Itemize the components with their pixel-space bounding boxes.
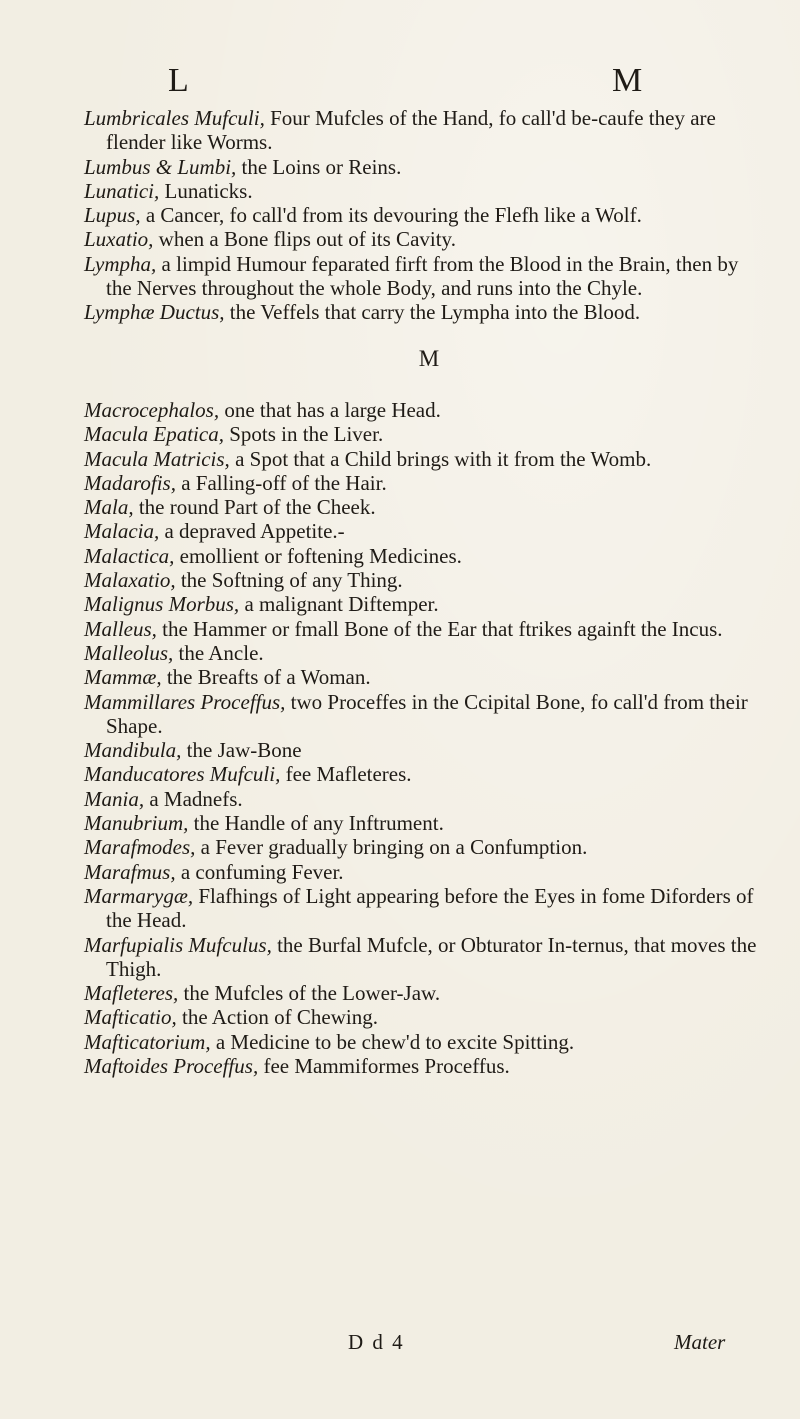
entry-term: Marafmodes, — [84, 835, 196, 860]
entry-definition: the Jaw-Bone — [181, 738, 302, 763]
dictionary-entry — [84, 447, 764, 471]
dictionary-entry — [84, 665, 764, 689]
entry-definition: the Loins or Reins. — [236, 154, 402, 179]
dictionary-entry — [84, 641, 764, 665]
entry-term: Mafleteres, — [84, 981, 179, 1006]
entry-definition: a Spot that a Child brings with it from the Womb. — [229, 446, 652, 471]
dictionary-entry — [84, 227, 764, 251]
running-head-right-letter: M — [612, 62, 644, 99]
entry-term: Malignus Morbus, — [84, 592, 240, 617]
dictionary-entry — [84, 106, 764, 155]
entry-term: Marafmus, — [84, 859, 176, 884]
entry-term: Macula Epatica, — [84, 422, 224, 447]
dictionary-entry — [84, 300, 764, 324]
dictionary-entry — [84, 1054, 764, 1078]
entry-term: Manubrium, — [84, 811, 189, 836]
entry-definition: a malignant Diftemper. — [239, 592, 439, 617]
dictionary-entry — [84, 981, 764, 1005]
entries-section-m — [84, 398, 764, 1078]
dictionary-entry — [84, 398, 764, 422]
entry-term: Lympha, — [84, 251, 157, 276]
entry-definition: the round Part of the Cheek. — [133, 495, 376, 520]
entry-term: Malactica, — [84, 543, 175, 568]
entry-term: Malaxatio, — [84, 568, 176, 593]
entry-definition: two Proceffes in the Ccipital Bone, fo call'd from their Shape. — [106, 689, 748, 738]
dictionary-entry — [84, 568, 764, 592]
entry-definition: a Fever gradually bringing on a Confumption. — [195, 835, 588, 860]
entry-term: Mandibula, — [84, 738, 182, 763]
entry-definition: Four Mufcles of the Hand, fo call'd be-caufe they are flender like Worms. — [106, 106, 716, 155]
dictionary-entry — [84, 203, 764, 227]
entry-definition: Lunaticks. — [159, 178, 253, 203]
entry-definition: when a Bone flips out of its Cavity. — [153, 227, 456, 252]
dictionary-entry — [84, 787, 764, 811]
entry-definition: a limpid Humour feparated firft from the Blood in the Brain, then by the Nerves throughout the whole Body, and runs into the Chyle. — [106, 251, 739, 301]
entry-term: Mafticatorium, — [84, 1029, 211, 1054]
entry-term: Mania, — [84, 786, 145, 811]
dictionary-entry — [84, 1030, 764, 1054]
dictionary-entry — [84, 252, 764, 301]
entry-term: Lumbricales Mufculi, — [84, 106, 265, 130]
dictionary-text — [84, 106, 764, 1078]
entry-term: Mafticatio, — [84, 1005, 177, 1030]
entry-term: Lupus, — [84, 203, 141, 228]
dictionary-entry — [84, 471, 764, 495]
catchword: Mater — [674, 1330, 726, 1354]
entry-definition: the Hammer or fmall Bone of the Ear that ftrikes againft the Incus. — [156, 616, 723, 641]
entry-definition: the Burfal Mufcle, or Obturator In-ternus, that moves the Thigh. — [106, 932, 757, 981]
entry-term: Lymphæ Ductus, — [84, 300, 225, 325]
dictionary-entry — [84, 544, 764, 568]
entry-term: Mala, — [84, 495, 134, 520]
running-head — [0, 62, 800, 102]
entry-definition: fee Mammiformes Proceffus. — [258, 1053, 510, 1078]
entry-definition: emollient or foftening Medicines. — [174, 543, 462, 568]
entry-term: Mammæ, — [84, 665, 162, 690]
dictionary-entry — [84, 762, 764, 786]
entry-definition: one that has a large Head. — [219, 397, 441, 422]
entry-definition: Flafhings of Light appearing before the Eyes in fome Diforders of the Head. — [106, 883, 754, 933]
dictionary-entry — [84, 495, 764, 519]
dictionary-entry — [84, 422, 764, 446]
entry-term: Macula Matricis, — [84, 446, 230, 471]
entry-definition: the Ancle. — [173, 640, 264, 665]
entry-definition: a Cancer, fo call'd from its devouring the Flefh like a Wolf. — [140, 203, 642, 228]
entry-definition: fee Mafleteres. — [280, 762, 412, 787]
entry-term: Malleus, — [84, 616, 157, 641]
entry-definition: the Softning of any Thing. — [175, 568, 403, 593]
entry-term: Malacia, — [84, 519, 160, 544]
dictionary-entry — [84, 179, 764, 203]
dictionary-entry — [84, 690, 764, 739]
entry-term: Macrocephalos, — [84, 397, 220, 422]
dictionary-entry — [84, 811, 764, 835]
dictionary-entry — [84, 860, 764, 884]
signature-mark: D d 4 — [348, 1330, 405, 1354]
entry-term: Marfupialis Mufculus, — [84, 932, 272, 957]
page-footer — [0, 1330, 800, 1360]
entry-definition: a Madnefs. — [144, 786, 243, 811]
dictionary-entry — [84, 155, 764, 179]
dictionary-entry — [84, 1005, 764, 1029]
section-letter-m: M — [418, 345, 440, 371]
entry-term: Marmarygæ, — [84, 883, 194, 908]
entry-term: Lunatici, — [84, 178, 160, 203]
entry-term: Lumbus & Lumbi, — [84, 154, 237, 179]
entry-term: Luxatio, — [84, 227, 154, 252]
dictionary-entry — [84, 617, 764, 641]
entry-definition: a confuming Fever. — [175, 859, 344, 884]
entry-definition: a Medicine to be chew'd to excite Spitting. — [210, 1029, 575, 1054]
entries-section-l — [84, 106, 764, 325]
entry-definition: the Veffels that carry the Lympha into the Blood. — [224, 300, 641, 325]
dictionary-entry — [84, 738, 764, 762]
entry-definition: the Mufcles of the Lower-Jaw. — [178, 981, 441, 1006]
entry-definition: the Handle of any Inftrument. — [188, 811, 444, 836]
entry-term: Manducatores Mufculi, — [84, 762, 281, 787]
dictionary-entry — [84, 933, 764, 982]
entry-definition: a Falling-off of the Hair. — [175, 470, 387, 495]
entry-term: Maftoides Proceffus, — [84, 1053, 259, 1078]
entry-definition: the Action of Chewing. — [176, 1005, 378, 1030]
dictionary-entry — [84, 519, 764, 543]
entry-term: Malleolus, — [84, 640, 174, 665]
entry-definition: the Breafts of a Woman. — [161, 665, 371, 690]
entry-definition: Spots in the Liver. — [223, 422, 384, 447]
dictionary-entry — [84, 835, 764, 859]
dictionary-entry — [84, 884, 764, 933]
dictionary-entry — [84, 592, 764, 616]
running-head-left-letter: L — [168, 62, 190, 99]
entry-term: Mammillares Proceffus, — [84, 689, 286, 714]
entry-term: Madarofis, — [84, 470, 176, 495]
entry-definition: a depraved Appetite.- — [159, 519, 345, 544]
